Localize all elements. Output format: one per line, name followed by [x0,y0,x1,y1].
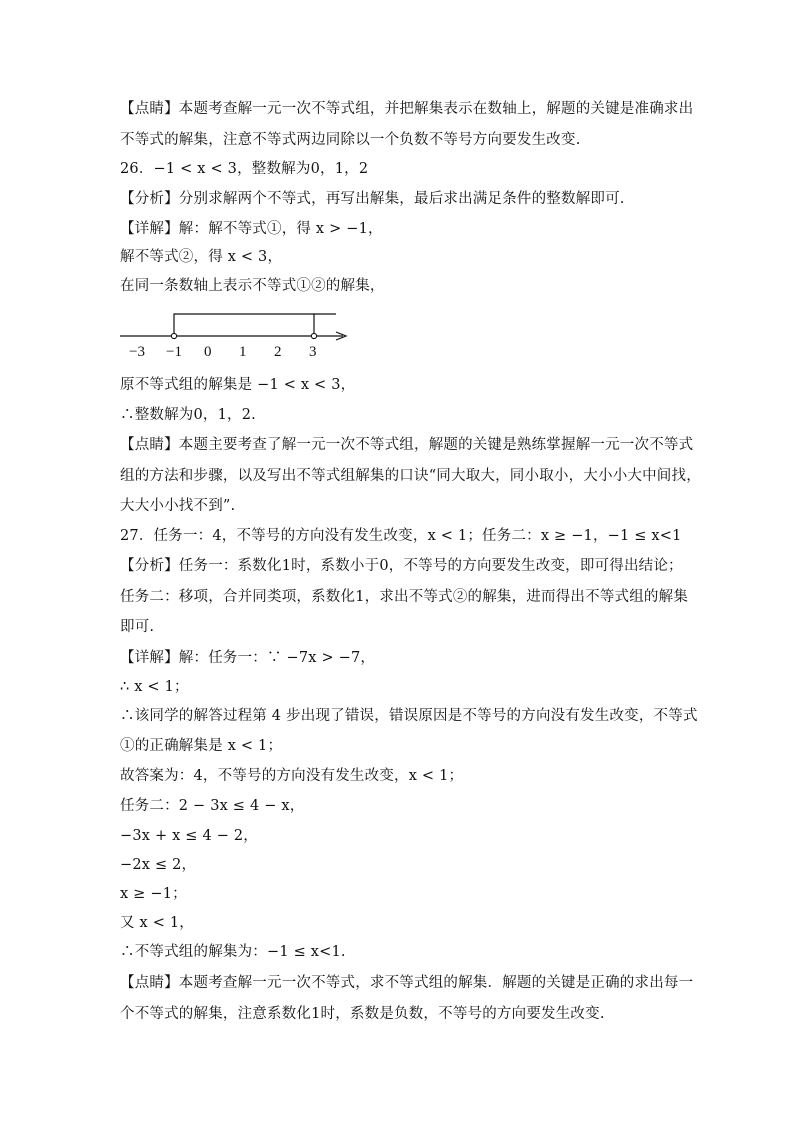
text-line: 【点睛】本题考查解一元一次不等式组，并把解集表示在数轴上，解题的关键是准确求出 [120,101,694,117]
text-line: 不等式的解集，注意不等式两边同除以一个负数不等号方向要发生改变. [120,132,581,148]
text-line: 27．任务一：4，不等号的方向没有发生改变，x < 1；任务二：x ≥ −1，−1 ≤ x<1 [120,528,682,544]
open-point [171,333,176,338]
text-line: 【点睛】本题主要考查了解一元一次不等式组，解题的关键是熟练掌握解一元一次不等式 [120,437,694,453]
number-line-diagram [118,306,358,366]
text-line: ①的正确解集是 x < 1； [120,738,283,754]
tick-label: 3 [309,344,317,360]
text-line: 26．−1 < x < 3，整数解为0，1，2 [120,161,369,177]
text-line: 【分析】任务一：系数化1时，系数小于0，不等号的方向要发生改变，即可得出结论； [120,558,683,574]
text-line: ∴ x < 1； [120,679,189,695]
text-line: 【点睛】本题考查解一元一次不等式，求不等式组的解集．解题的关键是正确的求出每一 [120,975,694,991]
tick-label: 2 [274,344,282,360]
text-line: 【详解】解：任务一：∵ −7x > −7， [120,650,376,666]
solution-bracket [174,314,314,336]
text-line: 个不等式的解集，注意系数化1时，系数是负数，不等号的方向要发生改变. [120,1006,605,1022]
text-line: 任务二：移项，合并同类项，系数化1，求出不等式②的解集，进而得出不等式组的解集 [120,589,689,605]
open-point [311,333,316,338]
text-line: ∴整数解为0，1，2. [120,407,256,423]
text-line: 故答案为：4，不等号的方向没有发生改变，x < 1； [120,768,464,784]
text-line: 即可. [120,619,155,635]
text-line: 【分析】分别求解两个不等式，再写出解集，最后求出满足条件的整数解即可. [120,191,625,207]
tick-label: −1 [166,344,182,360]
text-line: ∴该同学的解答过程第 4 步出现了错误，错误原因是不等号的方向没有发生改变，不等式 [120,708,698,724]
text-line: 大大小小找不到”. [120,498,236,514]
text-line: 组的方法和步骤，以及写出不等式组解集的口诀“同大取大，同小取小，大小小大中间找， [120,468,701,484]
text-line: x ≥ −1； [120,886,187,902]
tick-label: −3 [129,344,145,360]
text-line: 解不等式②，得 x < 3， [120,249,283,265]
text-line: 任务二：2 − 3x ≤ 4 − x， [120,798,305,814]
text-line: −2x ≤ 2， [120,857,197,873]
text-line: 在同一条数轴上表示不等式①②的解集， [120,278,385,294]
tick-label: 1 [239,344,247,360]
text-line: 又 x < 1， [120,915,194,931]
text-line: 原不等式组的解集是 −1 < x < 3， [120,377,356,393]
tick-label: 0 [204,344,212,360]
text-line: −3x + x ≤ 4 − 2， [120,828,258,844]
text-line: ∴不等式组的解集为：−1 ≤ x<1. [120,944,346,960]
text-line: 【详解】解：解不等式①，得 x > −1， [120,221,383,237]
